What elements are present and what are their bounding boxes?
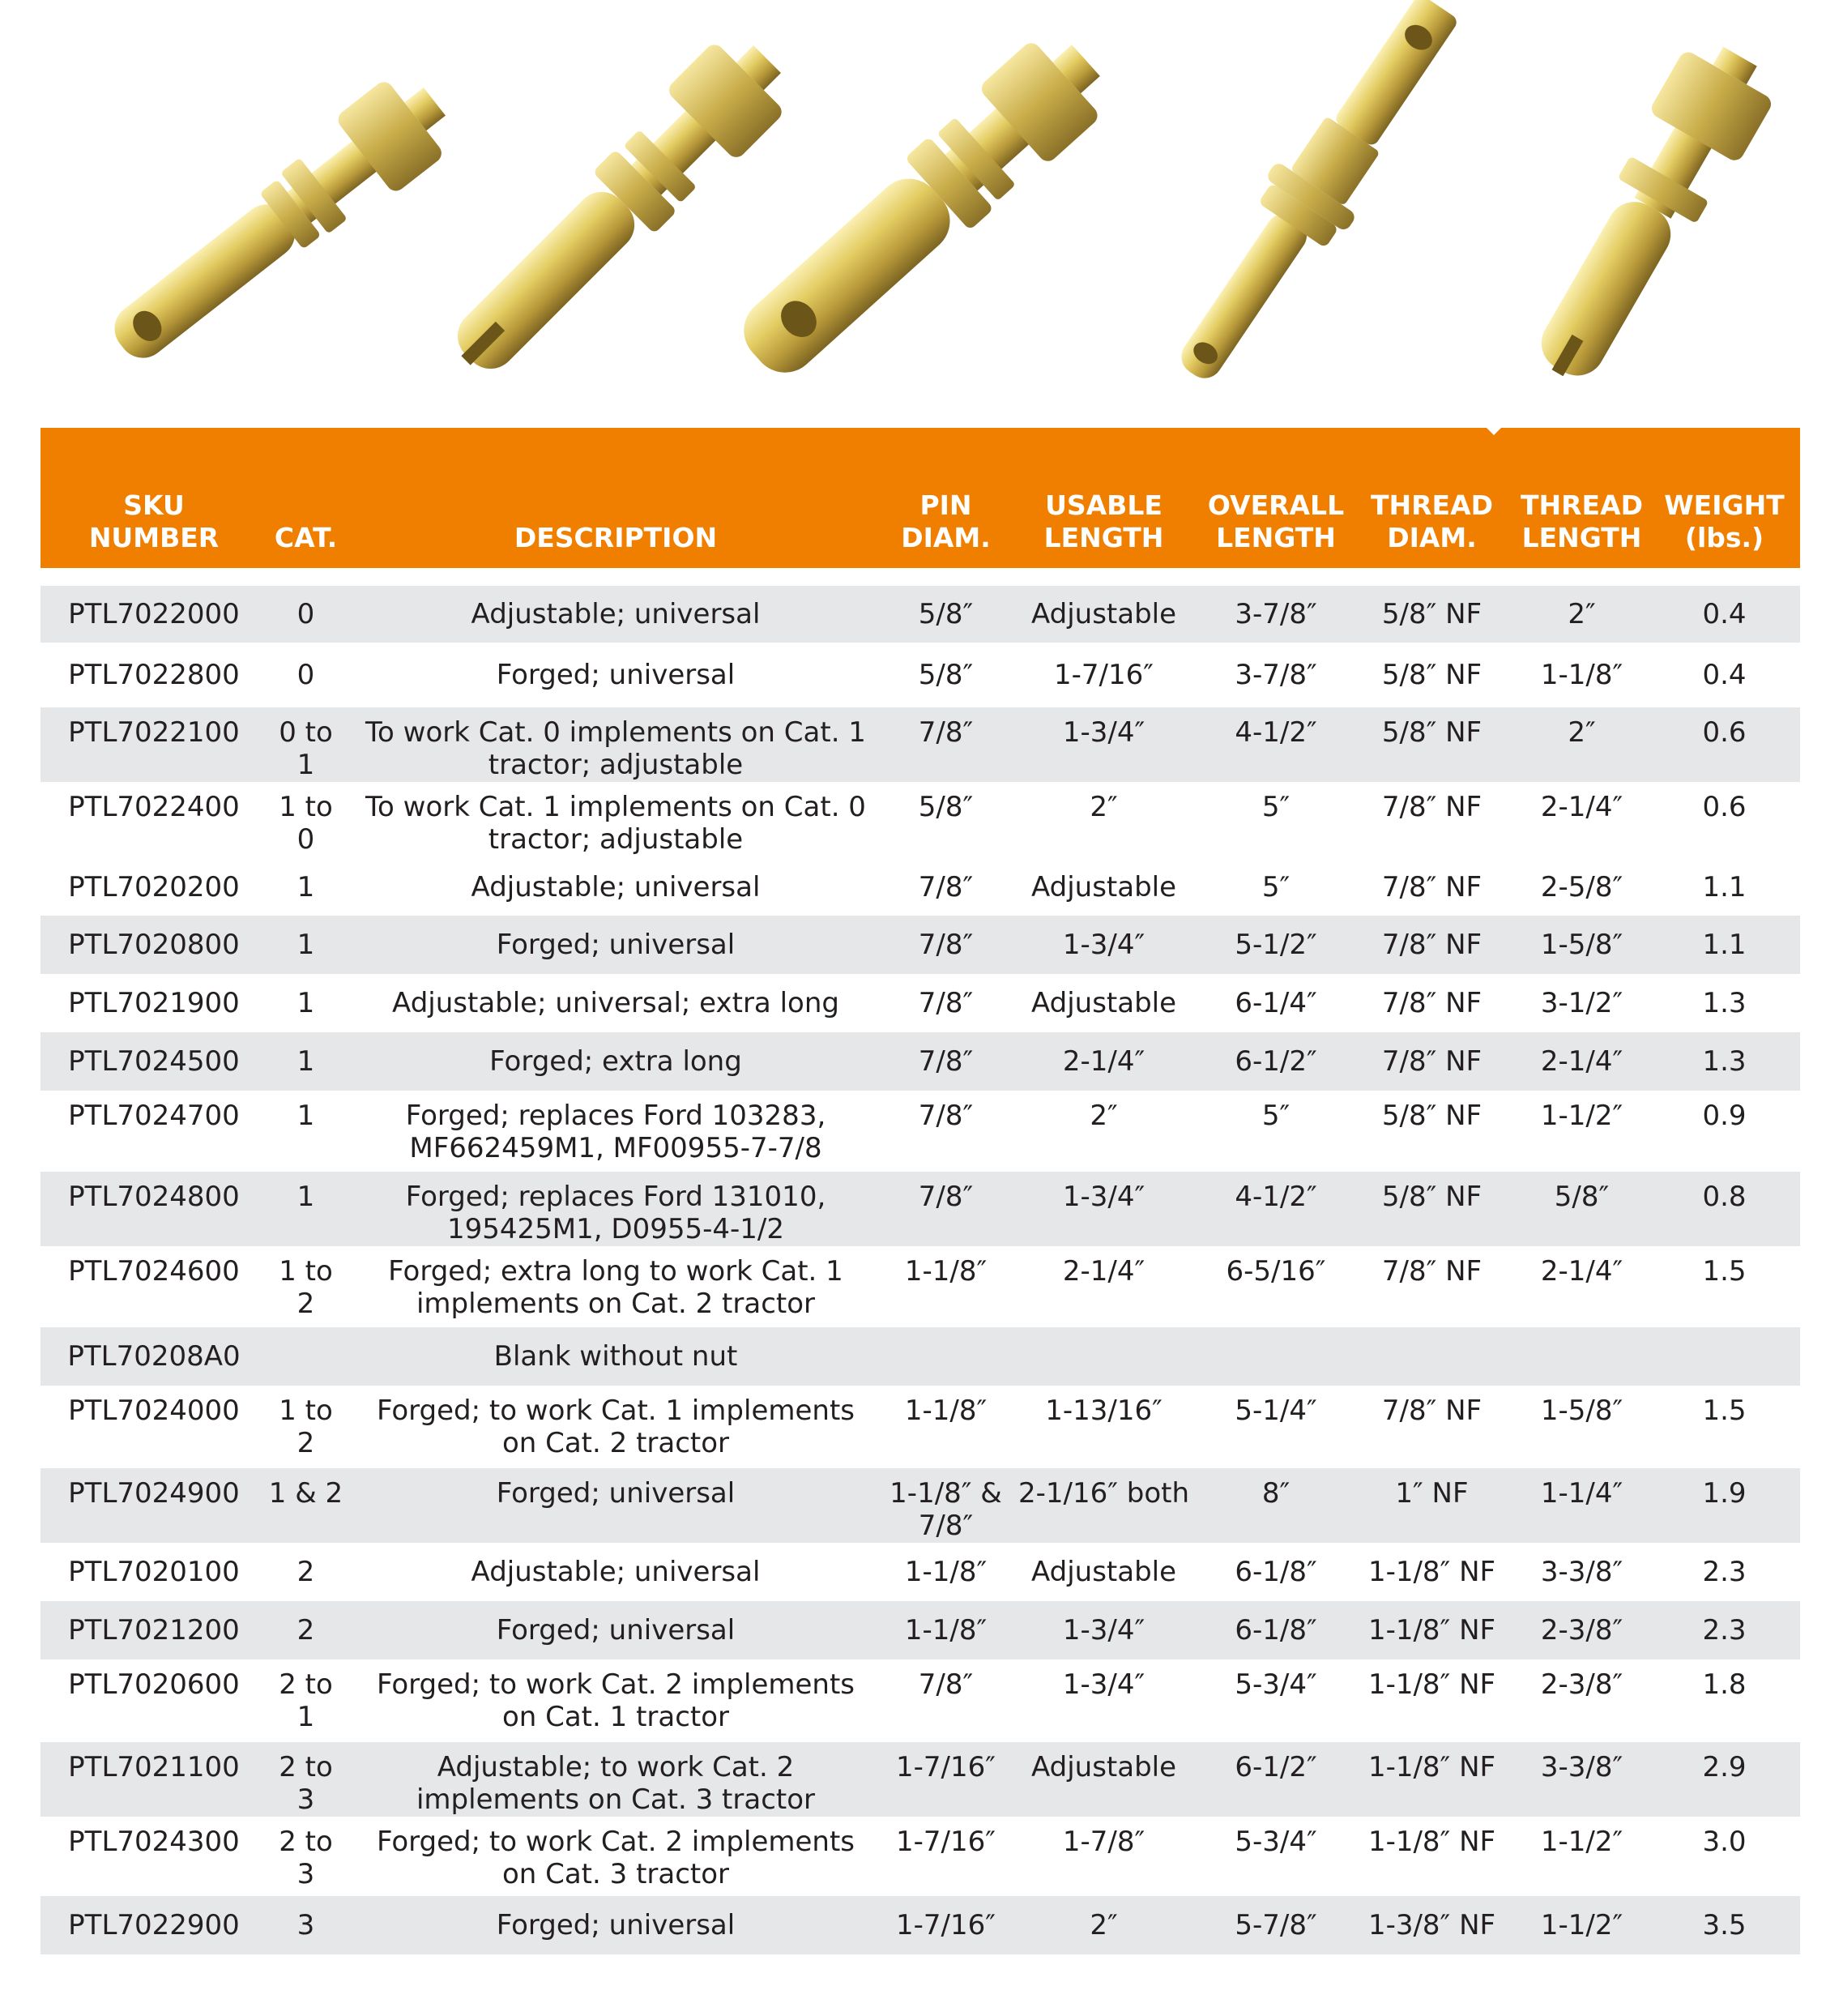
cell-description-line: Forged; universal [496, 659, 736, 691]
cell-sku: PTL7024600 [68, 1255, 240, 1288]
cell-pin-diam-line: 7/8″ [918, 1100, 974, 1132]
cell-usable-length: 1-3/4″ [1062, 716, 1145, 749]
cell-pin-diam [887, 1826, 1005, 1858]
cell-description [344, 1668, 887, 1733]
cell-thread-length: 2-1/4″ [1540, 1045, 1623, 1078]
cell-thread-diam: 5/8″ NF [1381, 1181, 1483, 1213]
cell-thread-length: 3-1/2″ [1540, 987, 1623, 1019]
cell-thread-length: 1-1/4″ [1540, 1477, 1623, 1510]
cell-pin-diam-line: 7/8″ [918, 1181, 974, 1213]
table-row [41, 859, 1800, 916]
cell-pin-diam-line: 7/8″ [918, 1045, 974, 1078]
cell-sku: PTL7024900 [68, 1477, 240, 1510]
cell-thread-length: 2″ [1568, 598, 1596, 630]
product-images [0, 0, 1843, 421]
cell-description-line: Forged; universal [496, 1614, 736, 1647]
cell-weight: 1.1 [1702, 929, 1747, 961]
cell-description [344, 987, 887, 1019]
cell-cat: 2 to 1 [279, 1668, 333, 1733]
cell-pin-diam-line: 7/8″ [918, 716, 974, 749]
cell-overall-length: 6-5/16″ [1226, 1255, 1326, 1288]
cell-pin-diam-line: 1-7/16″ [896, 1751, 996, 1783]
cell-overall-length: 6-1/4″ [1235, 987, 1317, 1019]
cell-thread-length: 2-3/8″ [1540, 1668, 1623, 1701]
cell-description-line: on Cat. 2 tractor [501, 1427, 730, 1459]
lift-pin-images [0, 0, 1843, 421]
cell-pin-diam [887, 1100, 1005, 1132]
cell-overall-length: 8″ [1261, 1477, 1291, 1510]
cell-cat: 1 to 2 [279, 1395, 333, 1459]
header-cat: CAT. [274, 522, 338, 553]
cell-weight: 1.8 [1702, 1668, 1747, 1701]
table-row [41, 1543, 1800, 1601]
table-row [41, 707, 1800, 782]
cell-thread-diam: 5/8″ NF [1381, 1100, 1483, 1132]
header-pin-diam: PIN DIAM. [901, 489, 991, 553]
lift-pin-spec-table [41, 428, 1800, 1954]
table-header [41, 428, 1800, 568]
cell-cat: 2 to 3 [279, 1826, 333, 1890]
cell-usable-length: 2-1/4″ [1062, 1255, 1145, 1288]
cell-description-line: on Cat. 1 tractor [501, 1701, 730, 1733]
cell-overall-length: 6-1/2″ [1235, 1751, 1317, 1783]
table-row [41, 1817, 1800, 1896]
cell-thread-length: 2-1/4″ [1540, 1255, 1623, 1288]
table-row [41, 1327, 1800, 1386]
cell-usable-length: 1-7/16″ [1054, 659, 1154, 691]
cell-thread-diam: 7/8″ NF [1381, 871, 1483, 903]
cell-description-line: To work Cat. 1 implements on Cat. 0 [365, 791, 866, 823]
cell-description [344, 659, 887, 691]
cell-thread-diam: 1-1/8″ NF [1367, 1826, 1496, 1858]
cell-description [344, 1751, 887, 1816]
cell-pin-diam [887, 929, 1005, 961]
cell-overall-length: 6-1/8″ [1235, 1614, 1317, 1647]
cell-thread-diam: 5/8″ NF [1381, 716, 1483, 749]
cell-weight: 1.1 [1702, 871, 1747, 903]
cell-cat: 1 [297, 987, 315, 1019]
cell-sku: PTL7022400 [68, 791, 240, 823]
cell-overall-length: 5-3/4″ [1235, 1668, 1317, 1701]
cell-description-line: Forged; universal [496, 1909, 736, 1941]
lift-pin-3-image [722, 22, 1120, 395]
cell-sku: PTL7020800 [68, 929, 240, 961]
cell-sku: PTL7022800 [68, 659, 240, 691]
cell-usable-length: 1-3/4″ [1062, 1614, 1145, 1647]
cell-pin-diam [887, 1395, 1005, 1427]
header-sku: SKU NUMBER [88, 489, 220, 553]
cell-pin-diam [887, 659, 1005, 691]
table-row [41, 1896, 1800, 1954]
cell-pin-diam-line: 5/8″ [918, 598, 974, 630]
cell-description-line: Adjustable; to work Cat. 2 [437, 1751, 795, 1783]
cell-description [344, 716, 887, 781]
cell-thread-diam: 5/8″ NF [1381, 659, 1483, 691]
cell-pin-diam-line: 1-1/8″ [904, 1556, 988, 1588]
cell-pin-diam [887, 791, 1005, 823]
cell-description-line: Forged; replaces Ford 131010, [405, 1181, 826, 1213]
cell-usable-length: 2″ [1090, 1909, 1118, 1941]
table-row [41, 1246, 1800, 1327]
table-row [41, 586, 1800, 643]
cell-thread-diam: 1-1/8″ NF [1367, 1751, 1496, 1783]
cell-weight: 0.8 [1702, 1181, 1747, 1213]
cell-usable-length: Adjustable [1030, 1556, 1177, 1588]
cell-pin-diam-line: 7/8″ [918, 929, 974, 961]
cell-thread-diam: 1-1/8″ NF [1367, 1556, 1496, 1588]
cell-description [344, 1909, 887, 1941]
cell-description-line: To work Cat. 0 implements on Cat. 1 [365, 716, 866, 749]
lift-pin-4-image [1152, 0, 1480, 400]
cell-description-line: Forged; universal [496, 1477, 736, 1510]
cell-overall-length: 5-7/8″ [1235, 1909, 1317, 1941]
cell-sku: PTL7021100 [68, 1751, 240, 1783]
cell-pin-diam [887, 598, 1005, 630]
cell-thread-diam: 1″ NF [1395, 1477, 1469, 1510]
cell-thread-diam: 7/8″ NF [1381, 1395, 1483, 1427]
cell-usable-length: Adjustable [1030, 1751, 1177, 1783]
cell-overall-length: 5-1/4″ [1235, 1395, 1317, 1427]
cell-thread-length: 1-1/2″ [1540, 1100, 1623, 1132]
cell-usable-length: 1-3/4″ [1062, 929, 1145, 961]
cell-description-line: Forged; replaces Ford 103283, [405, 1100, 826, 1132]
cell-usable-length: Adjustable [1030, 871, 1177, 903]
cell-description [344, 1045, 887, 1078]
cell-cat: 1 [297, 929, 315, 961]
cell-sku: PTL7024000 [68, 1395, 240, 1427]
cell-thread-diam: 7/8″ NF [1381, 929, 1483, 961]
header-thread-diam: THREAD DIAM. [1370, 489, 1493, 553]
cell-pin-diam [887, 1556, 1005, 1588]
cell-pin-diam [887, 1045, 1005, 1078]
cell-thread-length: 1-1/2″ [1540, 1826, 1623, 1858]
table-row [41, 1172, 1800, 1246]
cell-thread-diam: 7/8″ NF [1381, 791, 1483, 823]
cell-pin-diam-line: 7/8″ [918, 1668, 974, 1701]
cell-description-line: tractor; adjustable [488, 823, 744, 856]
cell-sku: PTL7021900 [68, 987, 240, 1019]
cell-description-line: Blank without nut [493, 1340, 738, 1373]
table-row [41, 782, 1800, 859]
cell-cat: 1 to 0 [279, 791, 333, 856]
cell-usable-length: 1-13/16″ [1045, 1395, 1163, 1427]
cell-overall-length: 5-1/2″ [1235, 929, 1317, 961]
cell-thread-length: 1-1/2″ [1540, 1909, 1623, 1941]
cell-description [344, 929, 887, 961]
cell-weight: 1.3 [1702, 987, 1747, 1019]
cell-weight: 0.4 [1702, 659, 1747, 691]
cell-description-line: Forged; extra long [489, 1045, 742, 1078]
cell-description-line: Forged; universal [496, 929, 736, 961]
cell-weight: 1.5 [1702, 1255, 1747, 1288]
cell-description-line: Forged; extra long to work Cat. 1 [388, 1255, 843, 1288]
header-thread-length: THREAD LENGTH [1520, 489, 1643, 553]
cell-pin-diam-line: 7/8″ [918, 871, 974, 903]
cell-sku: PTL70208A0 [67, 1340, 241, 1373]
cell-description-line: Forged; to work Cat. 2 implements [376, 1826, 855, 1858]
cell-sku: PTL7024800 [68, 1181, 240, 1213]
cell-thread-length: 2-3/8″ [1540, 1614, 1623, 1647]
cell-weight: 0.4 [1702, 598, 1747, 630]
cell-weight: 1.9 [1702, 1477, 1747, 1510]
header-usable-length: USABLE LENGTH [1043, 489, 1164, 553]
cell-thread-diam: 7/8″ NF [1381, 987, 1483, 1019]
cell-weight: 0.6 [1702, 791, 1747, 823]
cell-usable-length: 1-3/4″ [1062, 1668, 1145, 1701]
cell-pin-diam-line: 1-7/16″ [896, 1909, 996, 1941]
cell-cat: 1 [297, 1100, 315, 1132]
header-description: DESCRIPTION [514, 522, 718, 553]
cell-overall-length: 6-1/2″ [1235, 1045, 1317, 1078]
cell-description [344, 1556, 887, 1588]
cell-sku: PTL7020100 [68, 1556, 240, 1588]
cell-sku: PTL7024700 [68, 1100, 240, 1132]
cell-cat: 1 & 2 [268, 1477, 343, 1510]
cell-thread-length: 1-5/8″ [1540, 929, 1623, 961]
cell-weight: 2.3 [1702, 1614, 1747, 1647]
cell-cat: 2 to 3 [279, 1751, 333, 1816]
cell-description-line: Adjustable; universal [471, 598, 761, 630]
cell-cat: 1 [297, 1045, 315, 1078]
cell-pin-diam [887, 1909, 1005, 1941]
cell-overall-length: 3-7/8″ [1235, 598, 1317, 630]
table-row [41, 974, 1800, 1032]
cell-weight: 0.6 [1702, 716, 1747, 749]
cell-cat: 0 to 1 [279, 716, 333, 781]
table-body [41, 586, 1800, 1954]
cell-description [344, 1340, 887, 1373]
cell-cat: 1 to 2 [279, 1255, 333, 1320]
cell-pin-diam-line: 1-7/16″ [896, 1826, 996, 1858]
cell-cat: 3 [297, 1909, 315, 1941]
cell-description-line: MF662459M1, MF00955-7-7/8 [409, 1132, 822, 1164]
cell-weight: 1.3 [1702, 1045, 1747, 1078]
cell-pin-diam [887, 1181, 1005, 1213]
table-row [41, 916, 1800, 974]
cell-thread-length: 2-1/4″ [1540, 791, 1623, 823]
cell-pin-diam-line: 7/8″ [918, 987, 974, 1019]
cell-cat: 1 [297, 871, 315, 903]
cell-description-line: on Cat. 3 tractor [501, 1858, 730, 1890]
cell-cat: 1 [297, 1181, 315, 1213]
table-row [41, 1742, 1800, 1817]
header-overall-length: OVERALL LENGTH [1207, 489, 1345, 553]
cell-pin-diam [887, 871, 1005, 903]
cell-description-line: Adjustable; universal; extra long [392, 987, 839, 1019]
cell-sku: PTL7022000 [68, 598, 240, 630]
table-row [41, 1601, 1800, 1659]
cell-sku: PTL7024500 [68, 1045, 240, 1078]
cell-description-line: tractor; adjustable [488, 749, 744, 781]
cell-pin-diam-line: 5/8″ [918, 659, 974, 691]
cell-description-line: Forged; to work Cat. 1 implements [376, 1395, 855, 1427]
cell-thread-diam: 5/8″ NF [1381, 598, 1483, 630]
cell-overall-length: 4-1/2″ [1235, 716, 1317, 749]
cell-sku: PTL7020600 [68, 1668, 240, 1701]
cell-pin-diam [887, 1751, 1005, 1783]
cell-pin-diam [887, 987, 1005, 1019]
cell-thread-length: 1-1/8″ [1540, 659, 1623, 691]
cell-usable-length: Adjustable [1030, 598, 1177, 630]
cell-description [344, 1477, 887, 1510]
cell-overall-length: 3-7/8″ [1235, 659, 1317, 691]
cell-pin-diam [887, 1255, 1005, 1288]
cell-weight: 3.5 [1702, 1909, 1747, 1941]
cell-weight: 3.0 [1702, 1826, 1747, 1858]
cell-description-line: implements on Cat. 2 tractor [416, 1288, 816, 1320]
table-row [41, 1386, 1800, 1468]
cell-usable-length: 2-1/4″ [1062, 1045, 1145, 1078]
cell-description-line: Forged; to work Cat. 2 implements [376, 1668, 855, 1701]
cell-usable-length: Adjustable [1030, 987, 1177, 1019]
cell-thread-length: 3-3/8″ [1540, 1751, 1623, 1783]
cell-overall-length: 5-3/4″ [1235, 1826, 1317, 1858]
cell-thread-diam: 1-1/8″ NF [1367, 1668, 1496, 1701]
cell-description [344, 1395, 887, 1459]
cell-pin-diam [887, 1668, 1005, 1701]
cell-description-line: Adjustable; universal [471, 1556, 761, 1588]
cell-description [344, 1181, 887, 1245]
cell-thread-length: 2-5/8″ [1540, 871, 1623, 903]
cell-cat: 0 [297, 659, 315, 691]
cell-pin-diam-line: 1-1/8″ [904, 1255, 988, 1288]
cell-overall-length: 5″ [1261, 791, 1291, 823]
cell-sku: PTL7022900 [68, 1909, 240, 1941]
cell-weight: 2.9 [1702, 1751, 1747, 1783]
cell-thread-length: 5/8″ [1554, 1181, 1610, 1213]
cell-cat: 2 [297, 1556, 315, 1588]
cell-thread-diam: 7/8″ NF [1381, 1045, 1483, 1078]
cell-description [344, 1826, 887, 1890]
cell-pin-diam [887, 716, 1005, 749]
cell-thread-diam: 7/8″ NF [1381, 1255, 1483, 1288]
cell-thread-length: 1-5/8″ [1540, 1395, 1623, 1427]
cell-sku: PTL7021200 [68, 1614, 240, 1647]
cell-overall-length: 4-1/2″ [1235, 1181, 1317, 1213]
cell-thread-length: 2″ [1568, 716, 1596, 749]
cell-description [344, 1100, 887, 1164]
cell-thread-length: 3-3/8″ [1540, 1556, 1623, 1588]
table-row [41, 1091, 1800, 1172]
cell-weight: 1.5 [1702, 1395, 1747, 1427]
cell-overall-length: 6-1/8″ [1235, 1556, 1317, 1588]
cell-description-line: Adjustable; universal [471, 871, 761, 903]
cell-description [344, 598, 887, 630]
cell-description [344, 1255, 887, 1320]
cell-description-line: implements on Cat. 3 tractor [416, 1783, 816, 1816]
cell-weight: 2.3 [1702, 1556, 1747, 1588]
cell-pin-diam [887, 1614, 1005, 1647]
cell-usable-length: 2″ [1090, 791, 1118, 823]
cell-sku: PTL7022100 [68, 716, 240, 749]
cell-pin-diam-line: 1-1/8″ [904, 1395, 988, 1427]
cell-thread-diam: 1-3/8″ NF [1367, 1909, 1496, 1941]
cell-pin-diam-line: 1-1/8″ [904, 1614, 988, 1647]
lift-pin-5-image [1512, 31, 1785, 399]
table-row [41, 1468, 1800, 1543]
cell-usable-length: 1-7/8″ [1062, 1826, 1145, 1858]
cell-pin-diam-line: 5/8″ [918, 791, 974, 823]
table-row [41, 1659, 1800, 1742]
cell-sku: PTL7020200 [68, 871, 240, 903]
table-row [41, 643, 1800, 707]
cell-pin-diam-line: 7/8″ [918, 1510, 974, 1542]
cell-description [344, 1614, 887, 1647]
cell-overall-length: 5″ [1261, 1100, 1291, 1132]
cell-usable-length: 1-3/4″ [1062, 1181, 1145, 1213]
cell-thread-diam: 1-1/8″ NF [1367, 1614, 1496, 1647]
cell-cat: 2 [297, 1614, 315, 1647]
cell-description [344, 791, 887, 856]
cell-usable-length: 2-1/16″ both [1017, 1477, 1190, 1510]
cell-usable-length: 2″ [1090, 1100, 1118, 1132]
header-weight: WEIGHT (lbs.) [1664, 489, 1785, 553]
cell-sku: PTL7024300 [68, 1826, 240, 1858]
table-row [41, 1032, 1800, 1091]
cell-cat: 0 [297, 598, 315, 630]
cell-pin-diam [887, 1477, 1005, 1542]
header-notch [1487, 428, 1501, 435]
cell-description [344, 871, 887, 903]
cell-pin-diam-line: 1-1/8″ & [890, 1477, 1002, 1510]
cell-overall-length: 5″ [1261, 871, 1291, 903]
lift-pin-1-image [92, 63, 464, 384]
cell-description-line: 195425M1, D0955-4-1/2 [447, 1213, 784, 1245]
cell-weight: 0.9 [1702, 1100, 1747, 1132]
